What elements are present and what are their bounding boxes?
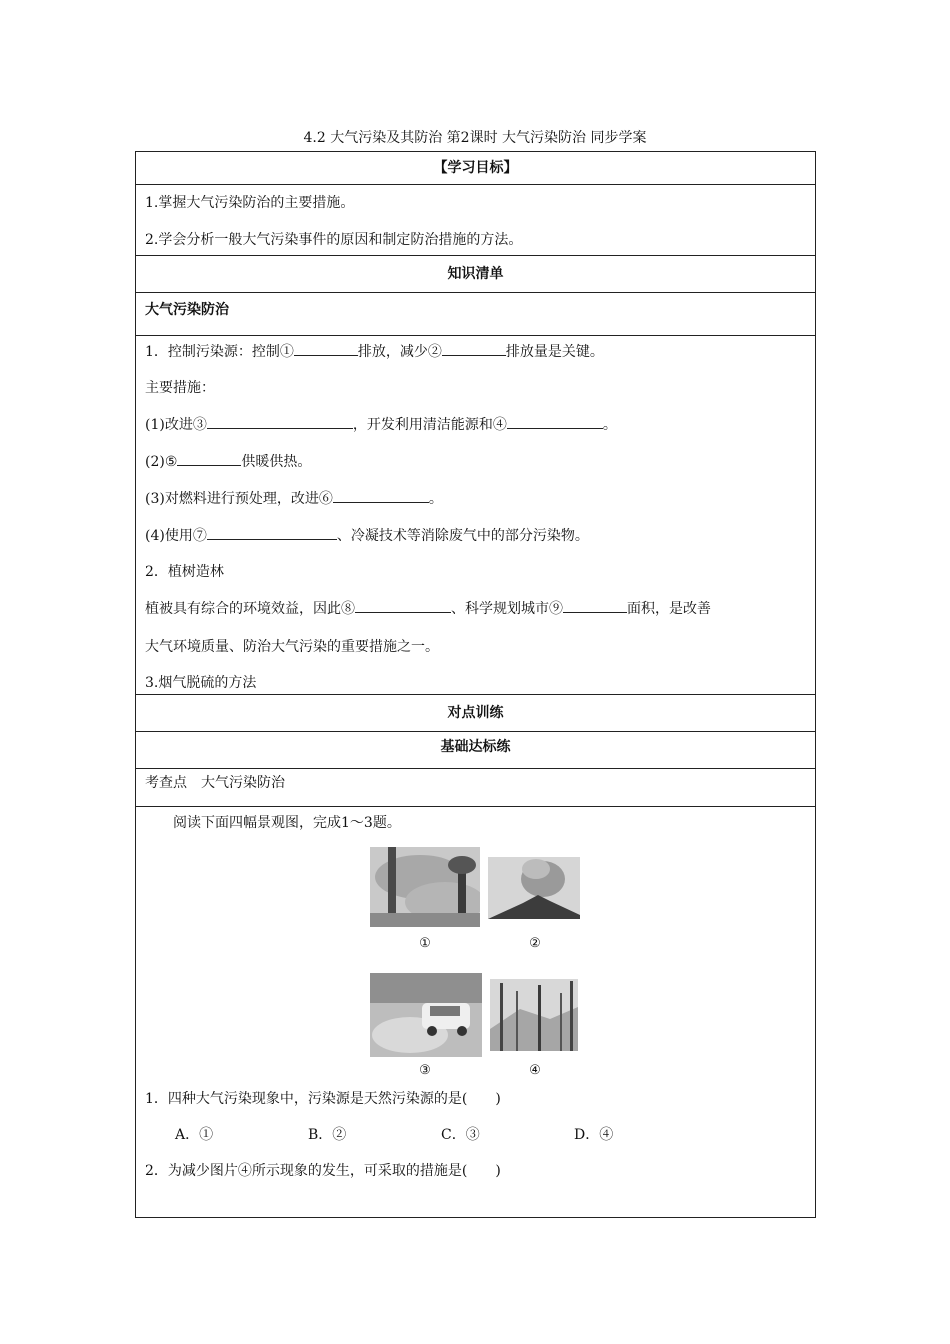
blank-3 — [207, 414, 353, 429]
objectives-cell — [136, 185, 816, 256]
blank-2 — [442, 341, 506, 356]
exam-point: 考查点 大气污染防治 — [136, 769, 816, 807]
blank-6 — [333, 488, 429, 503]
measures-label: 主要措施： — [145, 380, 215, 396]
blank-8 — [355, 598, 451, 613]
landscape-figures — [145, 833, 806, 1078]
blank-1 — [294, 341, 358, 356]
item-afforestation: 2．植树造林 — [145, 564, 224, 580]
caption-4: ④ — [529, 1063, 541, 1078]
item-control-source: 1．控制污染源：控制① 排放，减少② 排放量是关键。 — [145, 341, 806, 362]
questions-cell — [136, 807, 816, 1218]
question-2: 2．为减少图片④所示现象的发生，可采取的措施是( ) — [145, 1163, 501, 1179]
basic-header: 基础达标练 — [136, 732, 816, 769]
option-c: C．③ — [441, 1127, 480, 1143]
objective-1: 1.掌握大气污染防治的主要措施。 — [145, 195, 355, 211]
afforestation-text: 植被具有综合的环境效益，因此⑧ 、科学规划城市⑨ 面积，是改善 — [145, 598, 806, 619]
measure-3: (3)对燃料进行预处理，改进⑥ 。 — [145, 488, 806, 509]
blank-9 — [563, 598, 627, 613]
study-sheet-table — [135, 151, 816, 1218]
caption-3: ③ — [419, 1063, 431, 1078]
option-b: B．② — [308, 1127, 347, 1143]
afforestation-text-cont: 大气环境质量、防治大气污染的重要措施之一。 — [145, 639, 439, 655]
volcano-eruption-photo — [488, 857, 580, 919]
measure-1: (1)改进③ ，开发利用清洁能源和④ 。 — [145, 414, 806, 435]
blank-4 — [507, 414, 603, 429]
acid-rain-forest-photo — [490, 979, 578, 1051]
objectives-header: 【学习目标】 — [136, 152, 816, 185]
blank-5 — [177, 451, 241, 466]
blank-7 — [207, 525, 337, 540]
document-title: 4.2 大气污染及其防治 第2课时 大气污染防治 同步学案 — [303, 130, 647, 146]
knowledge-header: 知识清单 — [136, 256, 816, 293]
option-a: A．① — [175, 1127, 214, 1143]
question-1: 1．四种大气污染现象中，污染源是天然污染源的是( ) — [145, 1091, 501, 1107]
reading-intro: 阅读下面四幅景观图，完成1～3题。 — [173, 815, 401, 831]
measure-4: (4)使用⑦ 、冷凝技术等消除废气中的部分污染物。 — [145, 525, 806, 546]
option-d: D．④ — [574, 1127, 614, 1143]
item-desulfurization: 3.烟气脱硫的方法 — [145, 675, 257, 691]
section-title: 大气污染防治 — [136, 293, 816, 336]
caption-2: ② — [529, 936, 541, 951]
knowledge-cell — [136, 336, 816, 695]
practice-header: 对点训练 — [136, 695, 816, 732]
measure-2: (2)⑤ 供暖供热。 — [145, 451, 806, 472]
caption-1: ① — [419, 936, 431, 951]
question-1-options — [145, 1125, 806, 1145]
factory-smokestack-photo — [370, 847, 480, 927]
car-exhaust-photo — [370, 973, 482, 1057]
objective-2: 2.学会分析一般大气污染事件的原因和制定防治措施的方法。 — [145, 232, 523, 248]
